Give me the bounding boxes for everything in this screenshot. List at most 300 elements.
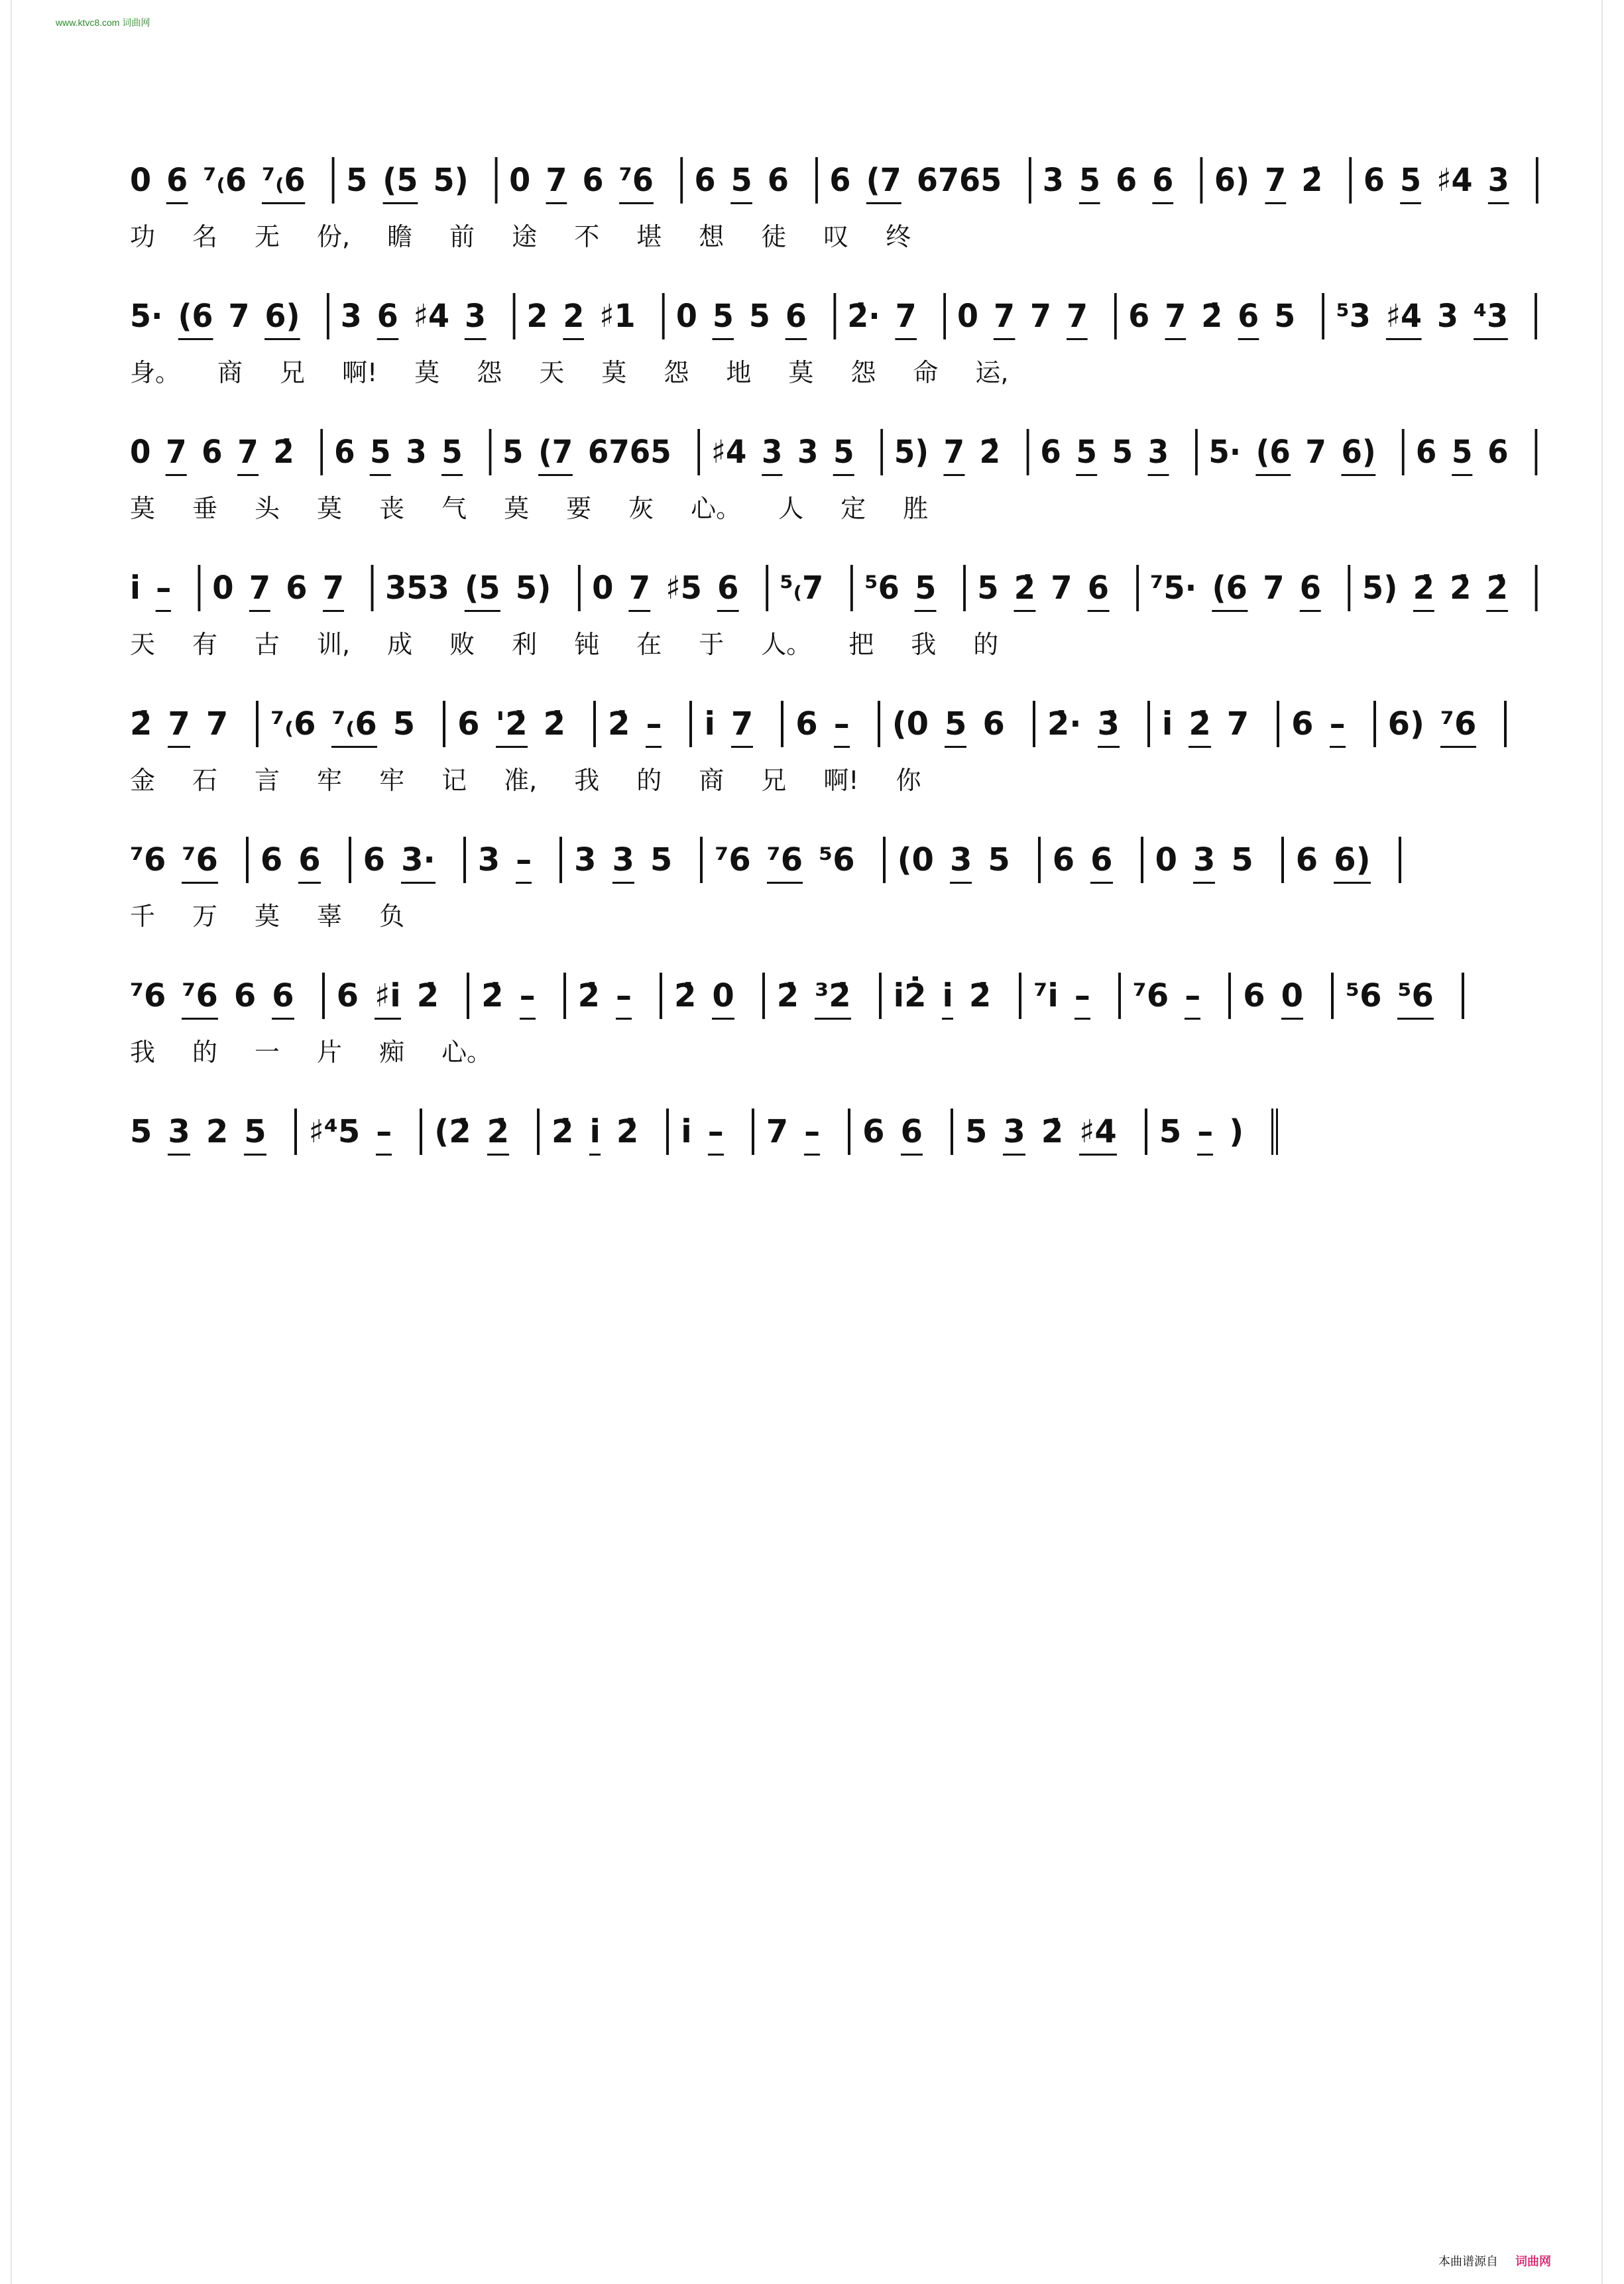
score-row xyxy=(130,958,1538,1094)
note: 6) xyxy=(264,298,300,335)
lyric-char: 灰 xyxy=(628,493,654,523)
measure xyxy=(1121,973,1231,1019)
lyrics-line xyxy=(130,758,958,798)
note: ⁷6 xyxy=(182,841,218,878)
note: '2̇ xyxy=(495,705,528,743)
measure xyxy=(130,157,335,204)
lyric-char: 的 xyxy=(192,1037,218,1067)
lyric-char: 份, xyxy=(317,221,351,251)
note: ⁷6 xyxy=(1132,977,1169,1014)
note: 2̇ xyxy=(979,434,1001,471)
measure xyxy=(1150,701,1279,747)
lyric-char: 莫 xyxy=(601,357,627,387)
note: i̇2̇ xyxy=(893,977,927,1014)
note: ♯i̇ xyxy=(375,977,401,1014)
note: 0 xyxy=(1281,977,1304,1014)
note: 6 xyxy=(1299,570,1322,607)
note: ♯4 xyxy=(1436,162,1473,199)
note: 6 xyxy=(717,570,739,607)
lyric-char: 定 xyxy=(841,493,866,523)
lyric-char: 我 xyxy=(130,1037,156,1067)
note: 7 xyxy=(628,570,650,607)
note: 5 xyxy=(977,570,999,607)
lyric-char: 地 xyxy=(726,357,752,387)
note: 3 xyxy=(1192,841,1216,878)
note: ⁷₍6 xyxy=(203,162,247,199)
note: i̇ xyxy=(681,1113,692,1150)
measure xyxy=(374,565,581,611)
note: 2̇ xyxy=(273,434,294,471)
note: 3 xyxy=(612,841,634,878)
note: – xyxy=(376,1113,392,1150)
note: 7 xyxy=(730,705,754,743)
note: ⁵6 xyxy=(819,841,855,878)
lyric-char: 心。 xyxy=(441,1037,493,1067)
note: ⁷₍6 xyxy=(270,705,316,743)
note: ⁵6 xyxy=(1397,977,1434,1014)
note: ) xyxy=(1229,1113,1244,1150)
lyric-char: 丧 xyxy=(379,493,405,523)
note: 3 xyxy=(168,1113,190,1150)
lyric-char: 途 xyxy=(512,221,538,251)
measure xyxy=(1031,157,1202,204)
note: 6 xyxy=(767,162,789,199)
note: 6 xyxy=(795,705,818,743)
lyric-char: 垂 xyxy=(192,493,218,523)
lyric-char: 怨 xyxy=(477,357,502,387)
lyric-char: 身。 xyxy=(130,357,181,387)
measure xyxy=(445,701,596,747)
note: 6 xyxy=(1243,977,1265,1014)
note: 2̇ xyxy=(487,1113,510,1150)
note: 5 xyxy=(370,434,391,471)
measure xyxy=(1029,429,1197,475)
note: i̇ xyxy=(942,977,953,1014)
note: 2̇ xyxy=(481,977,504,1014)
note: 7 xyxy=(249,570,271,607)
measure xyxy=(765,973,882,1019)
lyric-char: 莫 xyxy=(130,493,156,523)
score-row xyxy=(130,278,1538,414)
note: ♯4 xyxy=(1079,1113,1117,1150)
measure xyxy=(768,565,853,611)
measure xyxy=(130,429,323,475)
notation-line xyxy=(130,157,1538,204)
note: (0 xyxy=(892,705,929,743)
note: 3 xyxy=(465,298,487,335)
lyrics-line xyxy=(130,622,1035,662)
note: 6 xyxy=(694,162,716,199)
note: – xyxy=(1074,977,1090,1014)
note: ⁷i̇ xyxy=(1033,977,1059,1014)
note: ³2̇ xyxy=(815,977,851,1014)
note: 7 xyxy=(1226,705,1249,743)
notation-line xyxy=(130,701,1507,747)
note: 6 xyxy=(457,705,480,743)
note: 6) xyxy=(1334,841,1371,878)
lyric-char: 瞻 xyxy=(387,221,413,251)
measure xyxy=(1197,429,1404,475)
lyric-char: 牢 xyxy=(317,765,343,795)
measure xyxy=(683,157,818,204)
note: – xyxy=(833,705,850,743)
note: 5 xyxy=(712,298,734,335)
site-header: www.ktvc8.com 词曲网 xyxy=(56,17,150,28)
measure xyxy=(886,837,1041,883)
note: 0 xyxy=(712,977,734,1014)
note: 2̇ xyxy=(776,977,799,1014)
measure xyxy=(422,1109,540,1155)
note: ⁵6 xyxy=(864,570,899,607)
note: 6 xyxy=(202,434,223,471)
note: ⁷6 xyxy=(715,841,751,878)
measure xyxy=(130,701,259,747)
note: 7 xyxy=(1263,570,1285,607)
note: (5 xyxy=(382,162,418,199)
note: ⁵3 xyxy=(1336,298,1371,335)
note: 7 xyxy=(943,434,965,471)
lyric-char: 商 xyxy=(699,765,725,795)
note: 5 xyxy=(441,434,463,471)
note: 5 xyxy=(1231,841,1253,878)
note: i̇ xyxy=(589,1113,601,1150)
measure xyxy=(953,1109,1147,1155)
note: 6) xyxy=(1214,162,1250,199)
note: 0 xyxy=(1155,841,1177,878)
lyric-char: 心。 xyxy=(691,493,742,523)
notation-line xyxy=(130,837,1401,883)
lyric-char: 啊! xyxy=(342,357,378,387)
lyric-char: 石 xyxy=(192,765,218,795)
note: 6 xyxy=(1295,841,1318,878)
note: 6) xyxy=(1341,434,1376,471)
note: 5 xyxy=(1076,434,1097,471)
measure xyxy=(130,1109,297,1155)
footer-brand: 词曲网 xyxy=(1515,2255,1551,2268)
note: 5 xyxy=(945,705,967,743)
measure xyxy=(351,837,466,883)
measure xyxy=(1139,565,1351,611)
note: 3 xyxy=(1147,434,1169,471)
lyric-char: 我 xyxy=(911,629,937,659)
note: 2 xyxy=(563,298,585,335)
note: 6 xyxy=(1415,434,1437,471)
note: ⁷6 xyxy=(182,977,218,1014)
lyrics-line xyxy=(130,350,1046,390)
note: 6 xyxy=(900,1113,923,1150)
note: – xyxy=(1329,705,1346,743)
note: 2̇ xyxy=(1201,298,1223,335)
measure xyxy=(1203,157,1352,204)
note: 7 xyxy=(546,162,567,199)
note: ⁴3 xyxy=(1473,298,1509,335)
note: – xyxy=(615,977,632,1014)
note: 6 xyxy=(334,434,355,471)
note: (7 xyxy=(538,434,573,471)
lyric-char: 一 xyxy=(255,1037,280,1067)
note: 0 xyxy=(592,570,614,607)
note: 0 xyxy=(130,434,151,471)
measure xyxy=(818,157,1031,204)
measure xyxy=(882,973,1022,1019)
measure xyxy=(966,565,1139,611)
note: 7 xyxy=(766,1113,789,1150)
note: 6 xyxy=(1116,162,1137,199)
note: – xyxy=(516,841,532,878)
measure xyxy=(1352,157,1538,204)
measure xyxy=(329,293,516,339)
measure xyxy=(1117,293,1324,339)
note: 3 xyxy=(1436,298,1458,335)
measure xyxy=(515,293,665,339)
note: 7 xyxy=(205,705,229,743)
lyric-char: 兄 xyxy=(280,357,306,387)
note: 7 xyxy=(166,434,187,471)
note: 7 xyxy=(895,298,917,335)
notation-line xyxy=(130,565,1537,611)
note: 5) xyxy=(433,162,469,199)
notation-line xyxy=(130,293,1537,339)
measure xyxy=(130,293,329,339)
note: 2̇ xyxy=(1041,1113,1064,1150)
measure xyxy=(1021,973,1120,1019)
note: 5) xyxy=(894,434,929,471)
measure xyxy=(836,293,946,339)
note: 6 xyxy=(1128,298,1150,335)
note: 3 xyxy=(406,434,427,471)
lyric-char: 牢 xyxy=(379,765,405,795)
lyric-char: 头 xyxy=(255,493,280,523)
measure xyxy=(1324,293,1537,339)
note: 5) xyxy=(515,570,551,607)
note: 2̇ xyxy=(608,705,630,743)
measure xyxy=(1350,565,1537,611)
note: 2̇ xyxy=(673,977,697,1014)
note: 3 xyxy=(1487,162,1509,199)
note: ♯4 xyxy=(1385,298,1422,335)
note: 6 xyxy=(336,977,359,1014)
note: 7 xyxy=(1051,570,1073,607)
note: 5 xyxy=(1451,434,1473,471)
measure xyxy=(498,157,683,204)
measure xyxy=(201,565,374,611)
note: 5 xyxy=(915,570,937,607)
lyric-char: 负 xyxy=(379,901,405,931)
measure xyxy=(754,1109,850,1155)
lyric-char: 准, xyxy=(504,765,538,795)
note: 2̇· xyxy=(847,298,880,335)
lyric-char: 天 xyxy=(539,357,565,387)
note: 5 xyxy=(244,1113,266,1150)
note: – xyxy=(646,705,662,743)
score-row xyxy=(130,822,1538,958)
measure xyxy=(1143,837,1284,883)
lyric-char: 莫 xyxy=(255,901,280,931)
lyric-char: 想 xyxy=(699,221,725,251)
note: 6 xyxy=(1487,434,1509,471)
note: 6 xyxy=(1090,841,1113,878)
measure xyxy=(249,837,351,883)
note: ⁷6 xyxy=(766,841,803,878)
note: 6 xyxy=(1238,298,1259,335)
note: 3 xyxy=(477,841,500,878)
lyric-char: 莫 xyxy=(504,493,530,523)
note: – xyxy=(804,1113,821,1150)
note: 5 xyxy=(988,841,1010,878)
measure xyxy=(853,565,966,611)
note: 6 xyxy=(233,977,257,1014)
measure xyxy=(880,701,1035,747)
note: 7 xyxy=(168,705,190,743)
note: 0 xyxy=(957,298,978,335)
note: 2̇ xyxy=(1301,162,1323,199)
note: 6 xyxy=(982,705,1005,743)
lyric-char: 钝 xyxy=(574,629,600,659)
note: – xyxy=(707,1113,724,1150)
note: 5 xyxy=(346,162,368,199)
lyric-char: 我 xyxy=(574,765,600,795)
lyric-char: 气 xyxy=(441,493,467,523)
note: 2̇ xyxy=(1413,570,1434,607)
lyric-char: 怨 xyxy=(664,357,689,387)
lyric-char: 徒 xyxy=(761,221,787,251)
note: ⁵₍7 xyxy=(780,570,824,607)
note: 3 xyxy=(574,841,597,878)
note: 353 xyxy=(384,570,449,607)
lyric-char: 成 xyxy=(387,629,413,659)
note: i̇ xyxy=(1161,705,1173,743)
lyric-char: 叹 xyxy=(823,221,849,251)
notation-line xyxy=(130,973,1464,1019)
lyric-char: 啊! xyxy=(823,765,859,795)
note: ♯⁴5 xyxy=(308,1113,361,1150)
lyric-char: 你 xyxy=(896,765,921,795)
note: 2̇ xyxy=(968,977,992,1014)
lyric-char: 辜 xyxy=(317,901,343,931)
note: 5· xyxy=(1208,434,1242,471)
lyric-char: 人 xyxy=(778,493,804,523)
lyric-char: 人。 xyxy=(761,629,812,659)
measure xyxy=(466,837,562,883)
measure xyxy=(946,293,1117,339)
note: ⁵6 xyxy=(1346,977,1382,1014)
note: 6 xyxy=(363,841,386,878)
note: 3 xyxy=(949,841,972,878)
note: 2̇ xyxy=(1486,570,1508,607)
note: ⁷₍6 xyxy=(261,162,306,199)
note: 0 xyxy=(212,570,234,607)
note: 5 xyxy=(748,298,770,335)
note: 6 xyxy=(1152,162,1174,199)
measure xyxy=(562,837,703,883)
note: 6 xyxy=(1363,162,1385,199)
note: 5) xyxy=(1362,570,1398,607)
note: ♯4 xyxy=(711,434,747,471)
note: ⁷6 xyxy=(1440,705,1477,743)
note: (2̇ xyxy=(434,1113,471,1150)
lyric-char: 商 xyxy=(217,357,243,387)
lyric-char: 有 xyxy=(192,629,218,659)
note: 2̇ xyxy=(551,1113,574,1150)
lyric-char: 前 xyxy=(449,221,475,251)
note: 6 xyxy=(260,841,283,878)
note: 0 xyxy=(675,298,697,335)
measure xyxy=(566,973,662,1019)
measure xyxy=(297,1109,423,1155)
lyric-char: 的 xyxy=(973,629,999,659)
lyric-char: 在 xyxy=(636,629,662,659)
note: (5 xyxy=(465,570,500,607)
note: 7 xyxy=(322,570,345,607)
score-row xyxy=(130,143,1538,278)
measure xyxy=(692,701,783,747)
note: 6 xyxy=(1087,570,1110,607)
lyric-char: 言 xyxy=(255,765,280,795)
note: 6 xyxy=(1291,705,1314,743)
measure xyxy=(469,973,565,1019)
lyric-char: 痴 xyxy=(379,1037,405,1067)
lyric-char: 片 xyxy=(317,1037,343,1067)
measure xyxy=(1279,701,1375,747)
footer-source: 本曲谱源自 xyxy=(1438,2255,1498,2268)
score-row xyxy=(130,550,1538,686)
note: (7 xyxy=(866,162,901,199)
note: 5 xyxy=(833,434,854,471)
note: 2̇ xyxy=(130,705,152,743)
notation-line xyxy=(130,1109,1278,1155)
note: – xyxy=(1197,1113,1214,1150)
lyric-char: 金 xyxy=(130,765,156,795)
note: 5 xyxy=(392,705,416,743)
note: 7 xyxy=(1165,298,1187,335)
lyric-char: 天 xyxy=(130,629,156,659)
measure xyxy=(323,429,491,475)
note: 6 xyxy=(377,298,398,335)
note: ⁷6 xyxy=(130,977,166,1014)
note: 6) xyxy=(1387,705,1424,743)
lyric-char: 胜 xyxy=(903,493,929,523)
note: 3· xyxy=(401,841,435,878)
note: 2 xyxy=(526,298,548,335)
lyric-char: 不 xyxy=(574,221,600,251)
note: 2̇ xyxy=(577,977,600,1014)
note: 6 xyxy=(862,1113,885,1150)
lyrics-line xyxy=(130,1030,529,1069)
note: ♯1 xyxy=(599,298,636,335)
lyric-char: 名 xyxy=(192,221,218,251)
note: 6765 xyxy=(916,162,1002,199)
note: 3 xyxy=(1003,1113,1025,1150)
measure xyxy=(1231,973,1334,1019)
lyric-char: 记 xyxy=(441,765,467,795)
measure xyxy=(1035,701,1150,747)
lyric-char: 败 xyxy=(449,629,475,659)
note: 7 xyxy=(1265,162,1287,199)
lyrics-line xyxy=(130,214,948,254)
measure xyxy=(850,1109,953,1155)
note: 7 xyxy=(228,298,250,335)
note: 2̇ xyxy=(1189,705,1211,743)
note: 2̇ xyxy=(1450,570,1472,607)
lyrics-line xyxy=(130,894,441,933)
lyric-char: 把 xyxy=(848,629,874,659)
lyric-char: 莫 xyxy=(788,357,814,387)
note: (6 xyxy=(178,298,213,335)
note: 5 xyxy=(130,1113,152,1150)
note: 6 xyxy=(1052,841,1075,878)
note: 0 xyxy=(130,162,152,199)
note: 7 xyxy=(993,298,1015,335)
